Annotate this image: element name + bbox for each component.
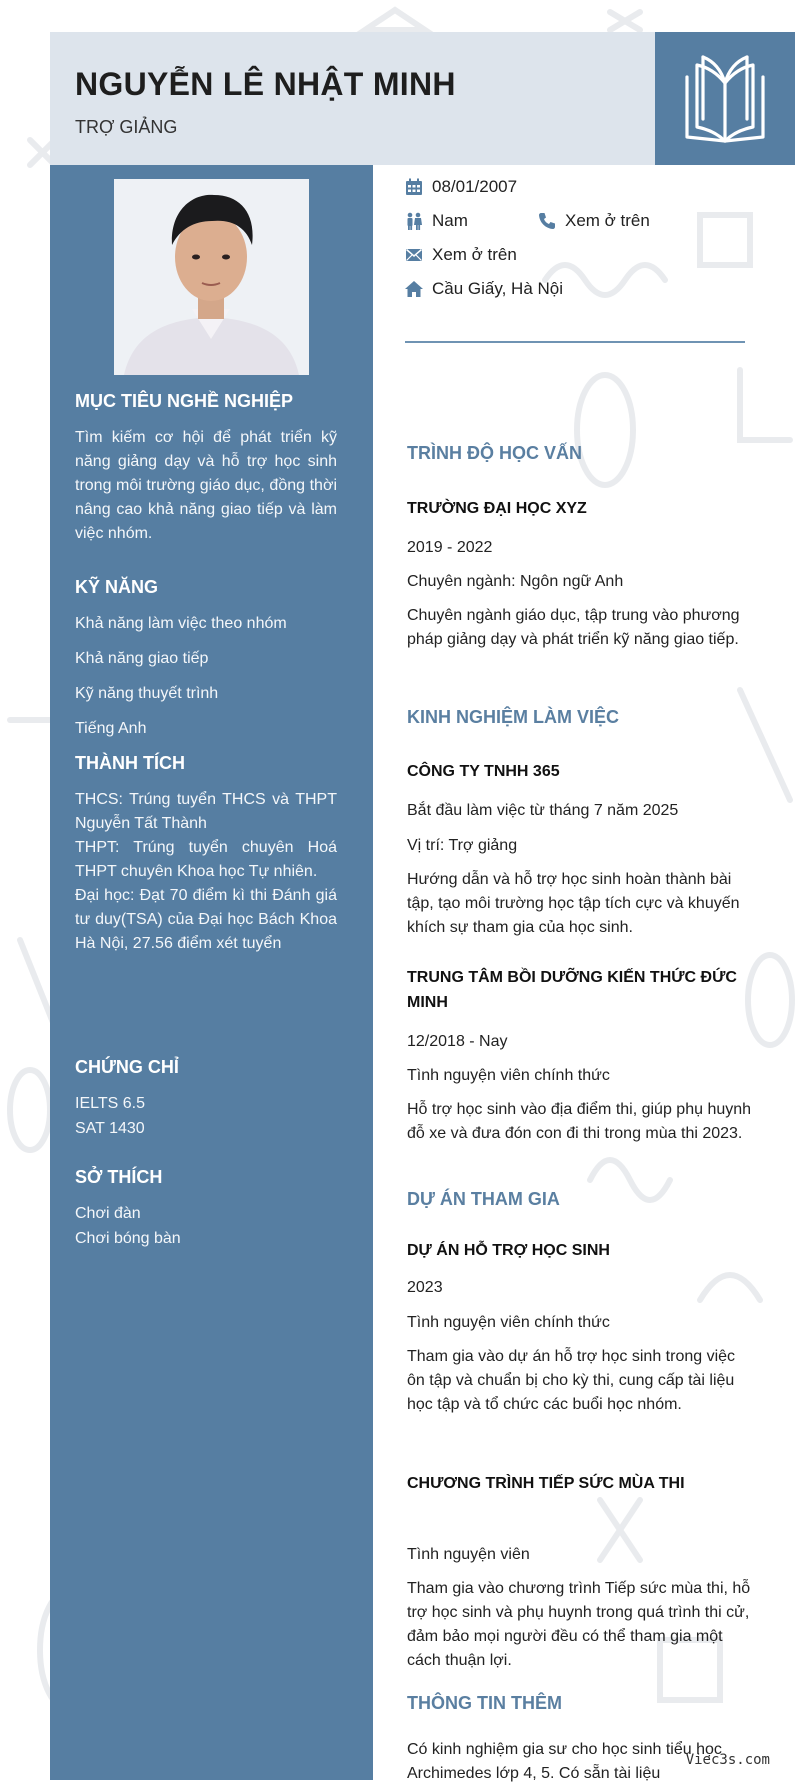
header-logo <box>655 32 795 165</box>
skills-list <box>75 612 337 741</box>
mail-icon <box>405 246 423 264</box>
achievement-item: THCS: Trúng tuyển THCS và THPT Nguyễn Tất Thành <box>75 791 337 832</box>
open-book-icon <box>677 53 773 145</box>
education-desc: Chuyên ngành giáo dục, tập trung vào phương pháp giảng dạy và phát triển kỹ năng giao tiếp. <box>407 607 740 648</box>
job-company: TRUNG TÂM BỒI DƯỠNG KIẾN THỨC ĐỨC MINH <box>407 969 737 1011</box>
achievements-title: THÀNH TÍCH <box>75 753 185 773</box>
objective-title: MỤC TIÊU NGHỀ NGHIỆP <box>75 391 294 411</box>
calendar-icon <box>405 178 423 196</box>
list-item: Chơi bóng bàn <box>75 1230 181 1247</box>
cv-sidebar <box>50 165 373 1780</box>
watermark: Viec3s.com <box>685 1752 770 1768</box>
email-row <box>405 245 517 265</box>
job-desc: Hỗ trợ học sinh vào địa điểm thi, giúp phụ huynh đỗ xe và đưa đón con đi thi trong mùa thi 2023. <box>407 1101 752 1142</box>
cv-page <box>50 32 795 1780</box>
address-row <box>405 279 563 299</box>
job-company: CÔNG TY TNHH 365 <box>407 763 560 780</box>
cv-header <box>50 32 795 165</box>
hobbies-list <box>75 1202 337 1251</box>
list-item: Chơi đàn <box>75 1205 141 1222</box>
achievements-section <box>75 753 337 956</box>
school-name: TRƯỜNG ĐẠI HỌC XYZ <box>407 500 587 517</box>
additional-text: Có kinh nghiệm gia sư cho học sinh tiểu học Archimedes lớp 4, 5. Có sẵn tài liệu <box>407 1741 722 1782</box>
profile-photo <box>114 179 309 375</box>
achievement-item: Đại học: Đạt 70 điểm kì thi Đánh giá tư duy(TSA) của Đại học Bách Khoa Hà Nội, 27.56 điểm xét tuyển <box>75 887 337 952</box>
list-item: IELTS 6.5 <box>75 1095 145 1112</box>
gender-icon <box>405 212 423 230</box>
email-value[interactable]: Xem ở trên <box>432 245 517 264</box>
project-name: DỰ ÁN HỖ TRỢ HỌC SINH <box>407 1242 610 1259</box>
additional-title: THÔNG TIN THÊM <box>407 1693 562 1713</box>
hobbies-title: SỞ THÍCH <box>75 1167 163 1187</box>
home-icon <box>405 280 423 298</box>
project-name: CHƯƠNG TRÌNH TIẾP SỨC MÙA THI <box>407 1475 685 1492</box>
education-major: Chuyên ngành: Ngôn ngữ Anh <box>407 573 624 590</box>
profile-portrait-icon <box>114 179 309 375</box>
birthday-value: 08/01/2007 <box>432 177 518 196</box>
gender-value: Nam <box>432 211 468 230</box>
address-value: Cầu Giấy, Hà Nội <box>432 279 564 298</box>
skills-section <box>75 577 337 752</box>
job-period: Bắt đầu làm việc từ tháng 7 năm 2025 <box>407 802 679 819</box>
education-title: TRÌNH ĐỘ HỌC VẤN <box>407 443 582 463</box>
phone-value[interactable]: Xem ở trên <box>565 211 650 230</box>
objective-text: Tìm kiếm cơ hội để phát triển kỹ năng giảng dạy và hỗ trợ học sinh trong môi trường giáo dục, đồng thời nâng cao khả năng giao tiếp và làm việc nhóm. <box>75 429 337 542</box>
list-item: Kỹ năng thuyết trình <box>75 685 219 702</box>
list-item: Khả năng giao tiếp <box>75 650 209 667</box>
project-desc: Tham gia vào dự án hỗ trợ học sinh trong việc ôn tập và chuẩn bị cho kỳ thi, cung cấp tài liệu học tập và tổ chức các buổi học nhóm. <box>407 1348 736 1413</box>
certificates-list <box>75 1092 337 1141</box>
education-period: 2019 - 2022 <box>407 539 493 556</box>
projects-title: DỰ ÁN THAM GIA <box>407 1189 560 1209</box>
project-role: Tình nguyện viên chính thức <box>407 1314 610 1331</box>
project-period: 2023 <box>407 1279 443 1296</box>
skills-title: KỸ NĂNG <box>75 577 159 597</box>
list-item: Tiếng Anh <box>75 720 147 737</box>
job-desc: Hướng dẫn và hỗ trợ học sinh hoàn thành bài tập, tạo môi trường học tập tích cực và khuyến khích sự tham gia của học sinh. <box>407 871 740 936</box>
phone-icon <box>538 212 556 230</box>
certificates-title: CHỨNG CHỈ <box>75 1057 179 1077</box>
list-item: SAT 1430 <box>75 1120 145 1137</box>
project-desc: Tham gia vào chương trình Tiếp sức mùa thi, hỗ trợ học sinh và phụ huynh trong quá trình thi cử, đảm bảo mọi người đều có thể tham gia một cách thuận lợi. <box>407 1580 751 1669</box>
candidate-role: TRỢ GIẢNG <box>75 117 178 137</box>
achievement-item: THPT: Trúng tuyển chuyên Hoá THPT chuyên Khoa học Tự nhiên. <box>75 839 337 880</box>
experience-title: KINH NGHIỆM LÀM VIỆC <box>407 707 620 727</box>
objective-section <box>75 391 337 546</box>
hobbies-section <box>75 1167 337 1252</box>
gender-row <box>405 211 468 231</box>
birthday-row <box>405 177 517 197</box>
certificates-section <box>75 1057 337 1142</box>
contact-divider <box>405 341 745 343</box>
candidate-name: NGUYỄN LÊ NHẬT MINH <box>75 66 456 102</box>
job-position: Vị trí: Trợ giảng <box>407 837 518 854</box>
list-item: Khả năng làm việc theo nhóm <box>75 615 287 632</box>
project-role: Tình nguyện viên <box>407 1546 530 1563</box>
phone-row <box>538 211 650 231</box>
job-period: 12/2018 - Nay <box>407 1033 508 1050</box>
job-position: Tình nguyện viên chính thức <box>407 1067 610 1084</box>
